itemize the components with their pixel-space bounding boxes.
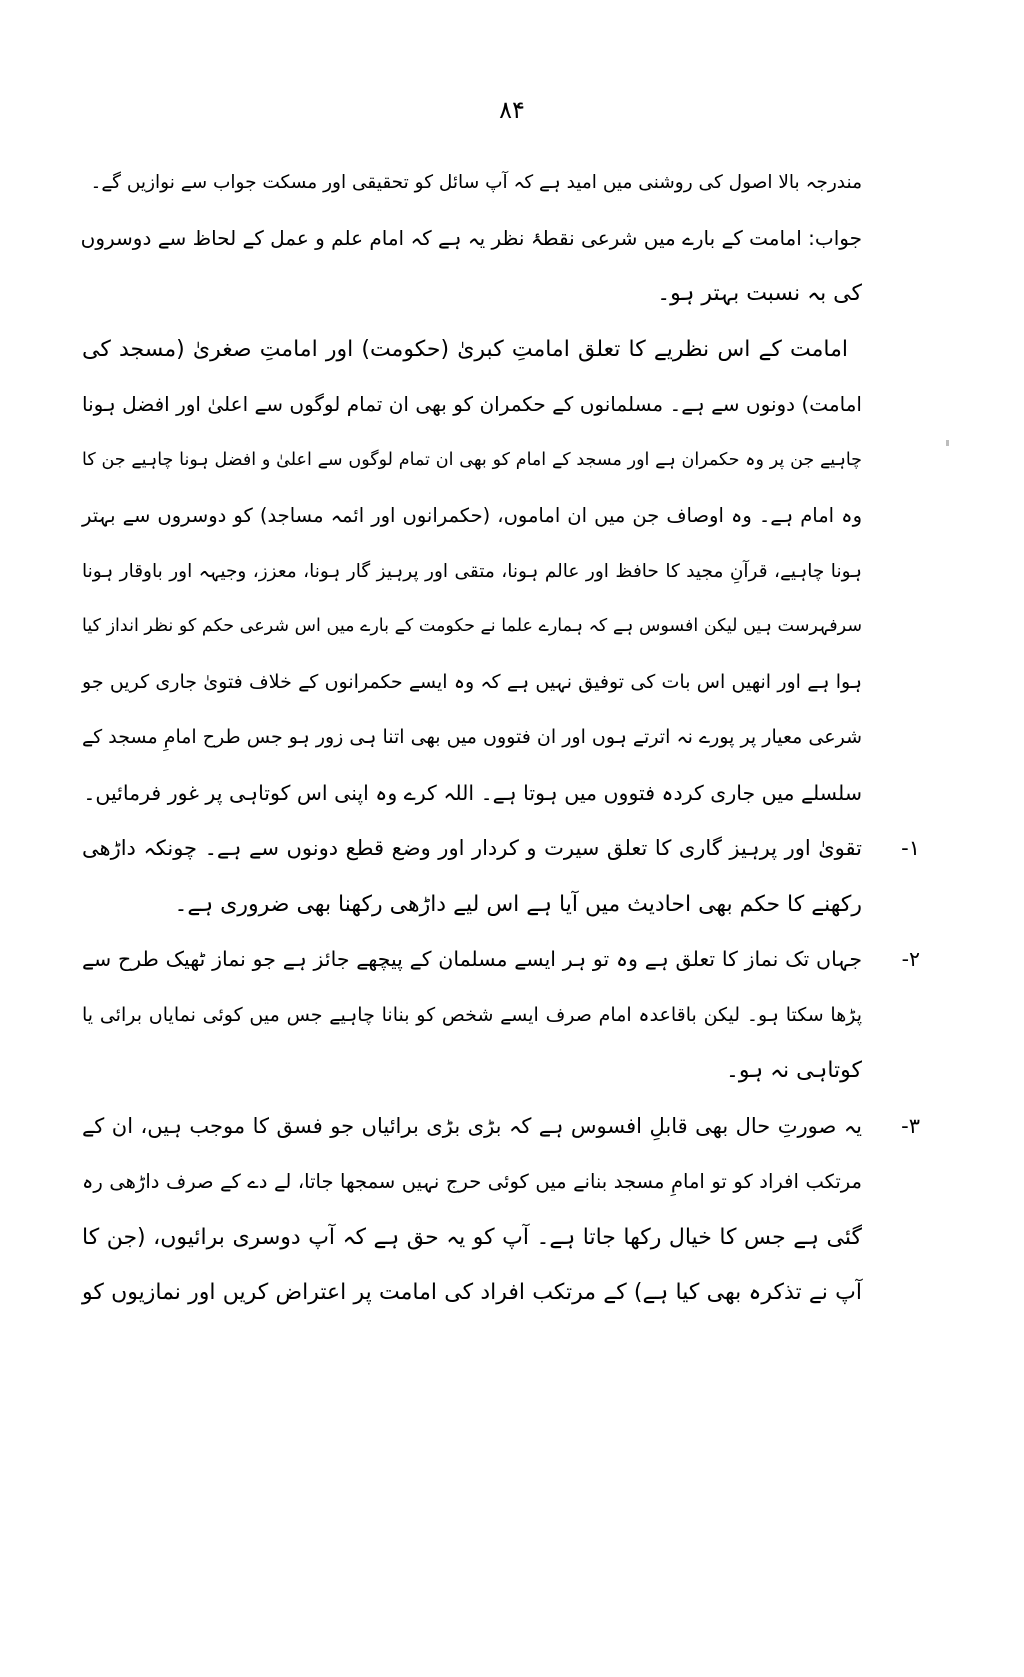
numbered-point-3-line: گئی ہے جس کا خیال رکھا جاتا ہے۔ آپ کو یہ حق ہے کہ آپ دوسری برائیوں، (جن کا bbox=[82, 1224, 862, 1250]
point-number: ۱- bbox=[901, 836, 920, 860]
point-text: یہ صورتِ حال بھی قابلِ افسوس ہے کہ بڑی بڑی برائیاں جو فسق کا موجب ہیں، ان کے bbox=[82, 1113, 862, 1138]
numbered-point-1-line bbox=[82, 821, 920, 877]
page-number: ۸۴ bbox=[499, 96, 525, 124]
paragraph-line: امامت کے اس نظریے کا تعلق امامتِ کبریٰ (حکومت) اور امامتِ صغریٰ (مسجد کی bbox=[82, 336, 848, 362]
paragraph-line: ہونا چاہیے، قرآنِ مجید کا حافظ اور عالم ہونا، متقی اور پرہیز گار ہونا، معزز، وجیہہ اور باوقار ہونا bbox=[82, 560, 862, 582]
numbered-point-3-line: آپ نے تذکرہ بھی کیا ہے) کے مرتکب افراد کی امامت پر اعتراض کریں اور نمازیوں کو bbox=[82, 1280, 862, 1305]
point-number: ۲- bbox=[901, 947, 920, 971]
scan-speck bbox=[946, 440, 949, 446]
point-number: ۳- bbox=[901, 1113, 920, 1138]
paragraph-line: سلسلے میں جاری کردہ فتووں میں ہوتا ہے۔ اللہ کرے وہ اپنی اس کوتاہی پر غور فرمائیں۔ bbox=[83, 780, 862, 805]
point-text: جہاں تک نماز کا تعلق ہے وہ تو ہر ایسے مسلمان کے پیچھے جائز ہے جو نماز ٹھیک طرح سے bbox=[82, 947, 862, 971]
paragraph-line: امامت) دونوں سے ہے۔ مسلمانوں کے حکمران کو بھی ان تمام لوگوں سے اعلیٰ اور افضل ہونا bbox=[82, 392, 862, 416]
numbered-point-1-line: رکھنے کا حکم بھی احادیث میں آیا ہے اس لیے داڑھی رکھنا بھی ضروری ہے۔ bbox=[174, 891, 862, 917]
paragraph-line: سرفہرست ہیں لیکن افسوس ہے کہ ہمارے علما نے حکومت کے بارے میں اس شرعی حکم کو نظر انداز کیا bbox=[82, 616, 862, 636]
numbered-point-2-line: پڑھا سکتا ہو۔ لیکن باقاعدہ امام صرف ایسے شخص کو بنانا چاہیے جس میں کوئی نمایاں برائی یا bbox=[82, 1003, 862, 1026]
paragraph-line: شرعی معیار پر پورے نہ اترتے ہوں اور ان فتووں میں بھی اتنا ہی زور ہو جس طرح امامِ مسجد کے bbox=[82, 726, 862, 748]
point-text: تقویٰ اور پرہیز گاری کا تعلق سیرت و کردار اور وضع قطع دونوں سے ہے۔ چونکہ داڑھی bbox=[82, 836, 862, 860]
answer-line: کی بہ نسبت بہتر ہو۔ bbox=[657, 281, 862, 306]
paragraph-line: ہوا ہے اور انھیں اس بات کی توفیق نہیں ہے کہ وہ ایسے حکمرانوں کے خلاف فتویٰ جاری کریں جو bbox=[82, 670, 862, 693]
numbered-point-3-line: مرتکب افراد کو تو امامِ مسجد بنانے میں کوئی حرج نہیں سمجھا جاتا، لے دے کے صرف داڑھی رہ bbox=[82, 1170, 862, 1193]
answer-line: جواب: امامت کے بارے میں شرعی نقطۂ نظر یہ ہے کہ امام علم و عمل کے لحاظ سے دوسروں bbox=[80, 225, 862, 250]
intro-line: مندرجہ بالا اصول کی روشنی میں امید ہے کہ آپ سائل کو تحقیقی اور مسکت جواب سے نوازیں گے۔ bbox=[90, 172, 862, 193]
paragraph-line: وہ امام ہے۔ وہ اوصاف جن میں ان اماموں، (حکمرانوں اور ائمہ مساجد) کو دوسروں سے بہتر bbox=[82, 504, 862, 527]
numbered-point-2-line: کوتاہی نہ ہو۔ bbox=[725, 1058, 862, 1083]
body-text bbox=[80, 155, 920, 1321]
numbered-point-3-line bbox=[82, 1099, 920, 1155]
numbered-point-2-line bbox=[82, 932, 920, 988]
paragraph-line: چاہیے جن پر وہ حکمران ہے اور مسجد کے امام کو بھی ان تمام لوگوں سے اعلیٰ و افضل ہونا چاہیے جن کا bbox=[82, 449, 862, 470]
